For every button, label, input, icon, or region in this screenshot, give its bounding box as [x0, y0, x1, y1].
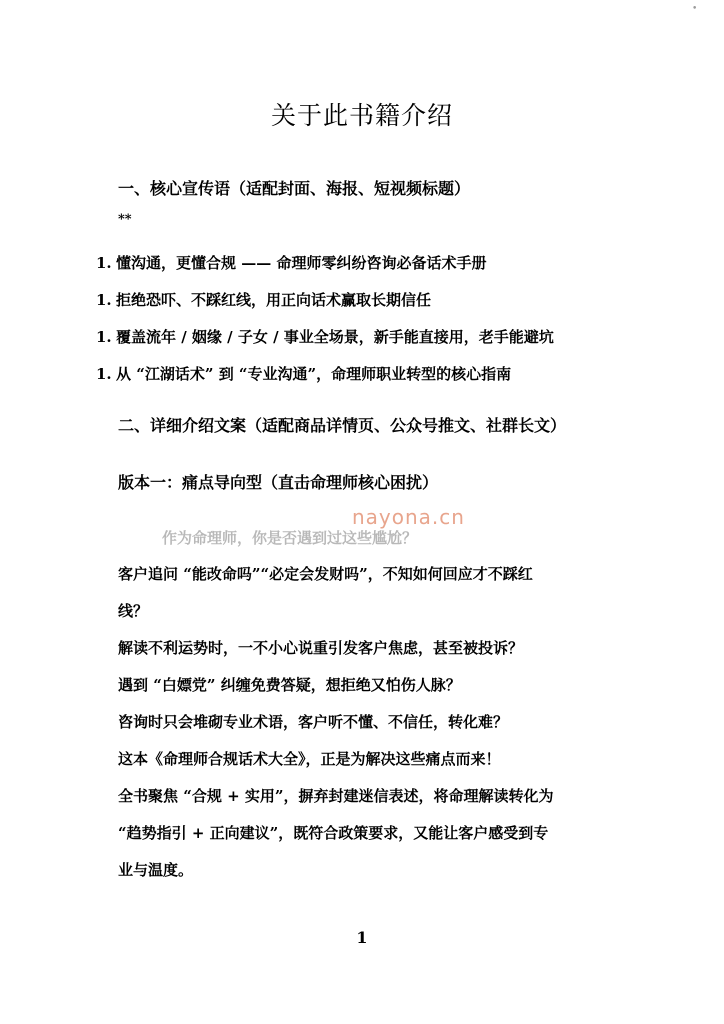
- slogan-item: [96, 363, 511, 384]
- stars-marker: **: [118, 212, 132, 227]
- body-line: 咨询时只会堆砌专业术语，客户听不懂、不信任，转化难？: [118, 713, 509, 731]
- section-two-heading: 二、详细介绍文案（适配商品详情页、公众号推文、社群长文）: [118, 416, 567, 435]
- body-line: 这本《命理师合规话术大全》，正是为解决这些痛点而来！: [118, 750, 501, 768]
- body-line: “趋势指引 + 正向建议”，既符合政策要求，又能让客户感受到专: [118, 824, 549, 842]
- slogan-item: [96, 326, 554, 347]
- slogan-item: [96, 289, 431, 310]
- corner-mark: •: [692, 4, 698, 14]
- page-title: 关于此书籍介绍: [270, 101, 453, 130]
- slogan-number: 1.: [96, 365, 112, 383]
- body-line: 解读不利运势时，一不小心说重引发客户焦虑，甚至被投诉？: [118, 639, 524, 657]
- slogan-text: 从 “江湖话术” 到 “专业沟通”，命理师职业转型的核心指南: [116, 365, 512, 383]
- page-number: 1: [356, 928, 368, 947]
- body-line: 全书聚焦 “合规 + 实用”，摒弃封建迷信表述，将命理解读转化为: [118, 787, 554, 805]
- slogan-text: 拒绝恐吓、不踩红线，用正向话术赢取长期信任: [116, 291, 432, 309]
- section-one-heading: 一、核心宣传语（适配封面、海报、短视频标题）: [118, 179, 471, 198]
- slogan-number: 1.: [96, 291, 112, 309]
- slogan-number: 1.: [96, 254, 112, 272]
- watermark: nayona.cn: [352, 505, 465, 529]
- lead-question: 作为命理师，你是否遇到过这些尴尬？: [162, 529, 418, 547]
- slogan-number: 1.: [96, 328, 112, 346]
- slogan-item: [96, 252, 486, 273]
- slogan-text: 懂沟通，更懂合规 —— 命理师零纠纷咨询必备话术手册: [116, 254, 487, 272]
- slogan-text: 覆盖流年 / 姻缘 / 子女 / 事业全场景，新手能直接用，老手能避坑: [116, 328, 554, 346]
- body-line: 遇到 “白嫖党” 纠缠免费答疑，想拒绝又怕伤人脉？: [118, 676, 461, 694]
- body-line: 客户追问 “能改命吗”“必定会发财吗”，不知如何回应才不踩红: [118, 565, 533, 583]
- body-line: 线？: [118, 602, 149, 620]
- version-one-heading: 版本一：痛点导向型（直击命理师核心困扰）: [118, 473, 439, 492]
- body-line: 业与温度。: [118, 861, 194, 879]
